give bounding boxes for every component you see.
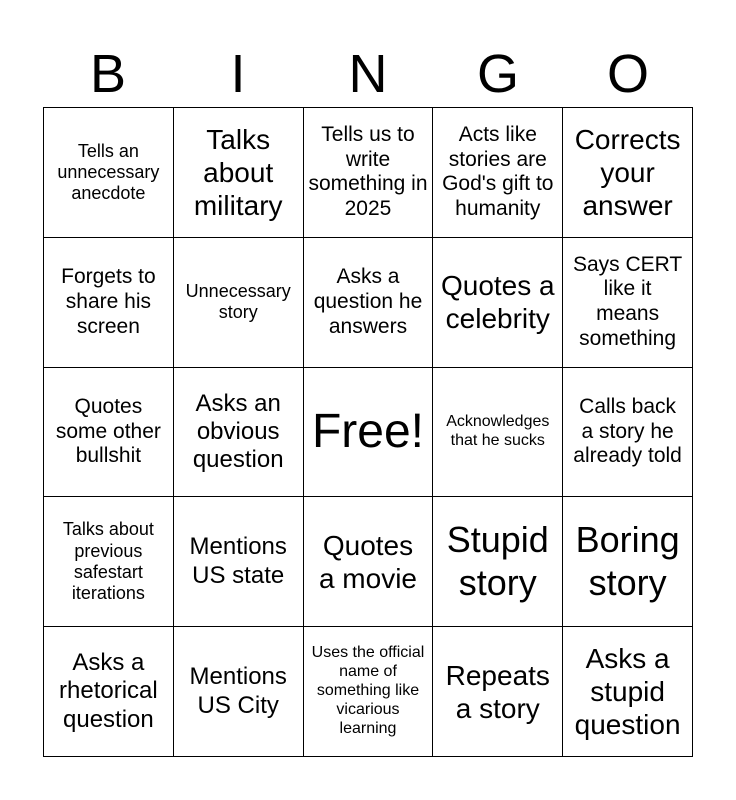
header-letter-b: B <box>89 44 127 104</box>
cell-text: Uses the official name of something like vicarious learning <box>311 644 425 737</box>
bingo-cell-r1-c1[interactable] <box>44 108 174 238</box>
cell-text: Asks an obvious question <box>192 389 284 474</box>
cell-text: Asks a question he answers <box>313 265 423 338</box>
cell-text: Acknowledges that he sucks <box>446 413 550 449</box>
cell-text: Repeats a story <box>445 659 550 724</box>
cell-text: Asks a rhetorical question <box>59 649 158 733</box>
bingo-cell-r1-c5[interactable] <box>563 108 693 238</box>
cell-text: Tells us to write something in 2025 <box>308 122 428 221</box>
cell-text: Mentions US City <box>189 663 287 719</box>
bingo-cell-r2-c4[interactable] <box>433 238 563 368</box>
bingo-cell-r3-c4[interactable] <box>433 368 563 498</box>
bingo-cell-r1-c4[interactable] <box>433 108 563 238</box>
free-space-label: Free! <box>311 404 424 458</box>
bingo-cell-r1-c2[interactable] <box>174 108 304 238</box>
bingo-cell-r4-c3[interactable] <box>304 497 434 627</box>
bingo-cell-r5-c5[interactable] <box>563 627 693 757</box>
cell-text: Unnecessary story <box>185 280 291 323</box>
cell-text: Mentions US state <box>189 533 287 589</box>
header-letter-g: G <box>476 44 519 104</box>
bingo-cell-r4-c1[interactable] <box>44 497 174 627</box>
cell-text: Forgets to share his screen <box>61 265 156 338</box>
cell-text: Calls back a story he already told <box>573 394 682 468</box>
bingo-board <box>43 107 693 757</box>
bingo-cell-r2-c3[interactable] <box>304 238 434 368</box>
bingo-header <box>43 40 693 108</box>
bingo-cell-r5-c3[interactable] <box>304 627 434 757</box>
bingo-cell-r2-c2[interactable] <box>174 238 304 368</box>
cell-text: Asks a stupid question <box>574 643 681 741</box>
bingo-cell-r5-c1[interactable] <box>44 627 174 757</box>
bingo-cell-r4-c4[interactable] <box>433 497 563 627</box>
cell-text: Boring story <box>575 519 680 603</box>
bingo-cell-r2-c5[interactable] <box>563 238 693 368</box>
cell-text: Stupid story <box>446 519 549 603</box>
bingo-cell-r5-c4[interactable] <box>433 627 563 757</box>
bingo-cell-r2-c1[interactable] <box>44 238 174 368</box>
bingo-cell-r3-c2[interactable] <box>174 368 304 498</box>
cell-text: Talks about previous safestart iterations <box>62 519 154 604</box>
cell-text: Quotes a celebrity <box>440 270 555 335</box>
bingo-cell-r3-c5[interactable] <box>563 368 693 498</box>
cell-text: Acts like stories are God's gift to humanity <box>442 122 554 221</box>
cell-text: Corrects your answer <box>574 123 681 221</box>
free-space-cell[interactable] <box>304 368 434 498</box>
bingo-cell-r4-c5[interactable] <box>563 497 693 627</box>
header-letter-n: N <box>348 44 388 104</box>
bingo-cell-r3-c1[interactable] <box>44 368 174 498</box>
bingo-cell-r5-c2[interactable] <box>174 627 304 757</box>
bingo-cell-r1-c3[interactable] <box>304 108 434 238</box>
cell-text: Tells an unnecessary anecdote <box>57 140 160 204</box>
cell-text: Quotes a movie <box>318 529 417 594</box>
header-letter-o: O <box>606 44 649 104</box>
cell-text: Quotes some other bullshit <box>55 394 161 468</box>
bingo-cell-r4-c2[interactable] <box>174 497 304 627</box>
cell-text: Says CERT like it means something <box>572 252 683 350</box>
cell-text: Talks about military <box>193 123 283 221</box>
header-letter-i: I <box>230 44 246 104</box>
